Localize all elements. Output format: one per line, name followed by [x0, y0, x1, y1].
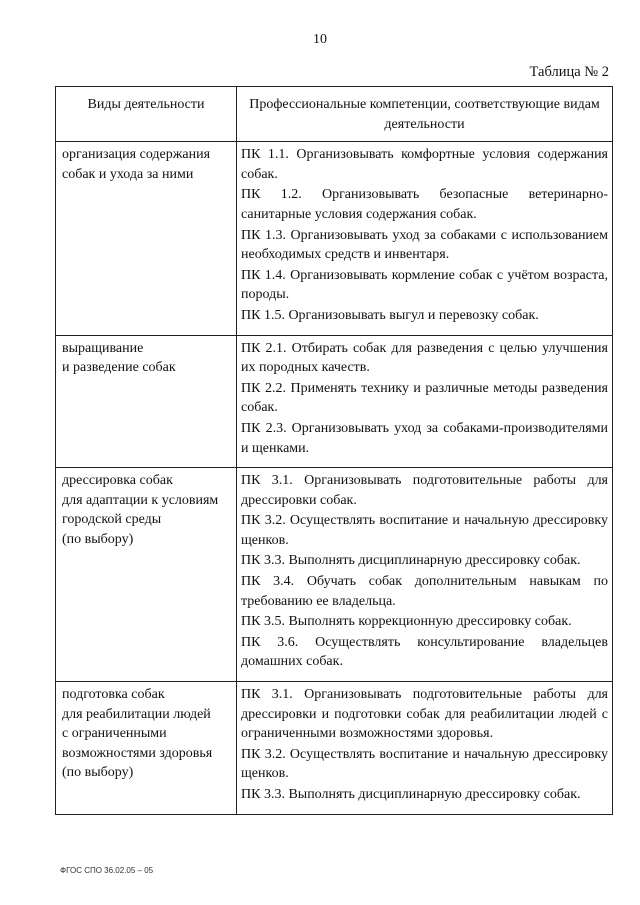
activity-line: дрессировка собак — [62, 473, 173, 489]
table-label: Таблица № 2 — [529, 64, 609, 80]
activity-cell — [56, 335, 237, 468]
competence-item: ПК 2.2. Применять технику и различные методы разведения собак. — [241, 380, 608, 416]
activity-line: для реабилитации людей — [62, 706, 211, 722]
document-footer: ФГОС СПО 36.02.05 – 05 — [60, 866, 154, 875]
competence-item: ПК 3.2. Осуществлять воспитание и начальную дрессировку щенков. — [241, 746, 608, 782]
activity-line: с ограниченными — [62, 726, 167, 742]
competence-item: ПК 3.2. Осуществлять воспитание и начальную дрессировку щенков. — [241, 513, 608, 548]
header-activities: Виды деятельности — [56, 87, 237, 142]
competences-cell — [237, 682, 613, 815]
competence-item: ПК 1.3. Организовывать уход за собаками с использованием необходимых средств и инвентаря. — [241, 227, 608, 263]
competence-item: ПК 1.2. Организовывать безопасные ветеринарно-санитарные условия содержания собак. — [241, 187, 608, 222]
activity-line: (по выбору) — [62, 765, 134, 781]
activity-cell — [56, 682, 237, 815]
activity-line: выращивание — [62, 340, 144, 356]
table-row — [56, 142, 613, 335]
activity-cell — [56, 468, 237, 682]
competence-item: ПК 2.1. Отбирать собак для разведения с целью улучшения их породных качеств. — [241, 340, 608, 376]
competence-item: ПК 1.5. Организовывать выгул и перевозку собак. — [241, 307, 539, 323]
table-row — [56, 468, 613, 682]
activity-line: городской среды — [62, 512, 162, 528]
competence-item: ПК 3.1. Организовывать подготовительные работы для дрессировки и подготовки собак для реабилитации людей с ограниченными возможностями здоровья. — [241, 687, 608, 742]
table-row — [56, 682, 613, 815]
competence-item: ПК 3.4. Обучать собак дополнительным навыкам по требованию ее владельца. — [241, 574, 608, 609]
activity-line: возможностями здоровья — [62, 745, 213, 761]
activity-cell — [56, 142, 237, 335]
table-row — [56, 335, 613, 468]
competence-item: ПК 3.3. Выполнять дисциплинарную дрессировку собак. — [241, 553, 581, 569]
competences-cell — [237, 335, 613, 468]
activity-line: для адаптации к условиям — [62, 492, 219, 508]
competences-cell — [237, 142, 613, 335]
competences-table — [55, 86, 613, 815]
competence-item: ПК 2.3. Организовывать уход за собаками-производителями и щенками. — [241, 420, 608, 456]
competences-cell — [237, 468, 613, 682]
competence-item: ПК 3.3. Выполнять дисциплинарную дрессировку собак. — [241, 787, 581, 802]
activity-line: собак и ухода за ними — [62, 166, 194, 182]
competence-item: ПК 1.4. Организовывать кормление собак с учётом возраста, породы. — [241, 267, 608, 303]
page-number: 10 — [313, 32, 327, 47]
activity-line: организация содержания — [62, 147, 211, 163]
competence-item: ПК 3.6. Осуществлять консультирование владельцев домашних собак. — [241, 634, 608, 670]
activity-line: подготовка собак — [62, 687, 165, 703]
competence-item: ПК 1.1. Организовывать комфортные условия содержания собак. — [241, 147, 608, 182]
competence-item: ПК 3.1. Организовывать подготовительные работы для дрессировки собак. — [241, 473, 608, 508]
header-competences: Профессиональные компетенции, соответствующие видам деятельности — [237, 87, 613, 142]
competence-item: ПК 3.5. Выполнять коррекционную дрессировку собак. — [241, 614, 572, 630]
table-header-row — [56, 87, 613, 142]
activity-line: (по выбору) — [62, 531, 134, 547]
activity-line: и разведение собак — [62, 360, 176, 376]
